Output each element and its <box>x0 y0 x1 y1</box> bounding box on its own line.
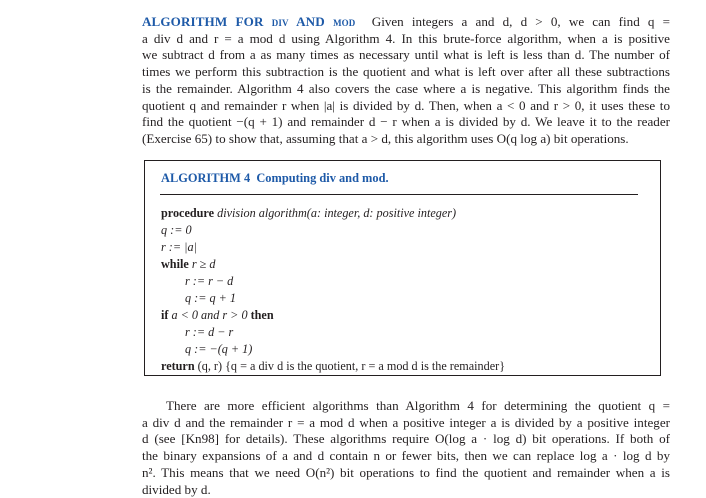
paragraph-2-line-3: d (see [Kn98] for details). These algorithms require O(log a · log d) bit operations. If both of <box>142 431 670 447</box>
paragraph-1-text <box>142 14 670 148</box>
algo-line-while <box>161 257 215 271</box>
algorithm-title-text: Computing div and mod. <box>256 171 389 185</box>
paragraph-2-text <box>142 398 670 498</box>
paragraph-1 <box>142 14 670 148</box>
paragraph-2-line-2: a div d and the remainder r = a mod d when a positive integer a is divided by a positive integer <box>142 414 670 430</box>
paragraph-1-line-8: (Exercise 65) to show that, assuming that a > d, this algorithm uses O(q log a) bit operations. <box>142 130 629 146</box>
paragraph-1-line-3: we subtract d from a as many times as necessary until what is left is less than d. The number of <box>142 47 670 63</box>
paragraph-1-line-1-text: Given integers a and d, d > 0, we can find q = <box>371 14 671 29</box>
algo-line-procedure <box>161 206 456 220</box>
if-condition: a < 0 and r > 0 <box>168 308 251 322</box>
keyword-then: then <box>250 308 274 322</box>
algo-line-r-subtract: r := r − d <box>185 274 234 288</box>
keyword-if: if <box>161 308 169 322</box>
while-condition: r ≥ d <box>188 257 216 271</box>
keyword-procedure: procedure <box>161 206 215 220</box>
algo-line-r-init: r := |a| <box>161 240 197 254</box>
paragraph-1-line-5: is the remainder. Algorithm 4 also covers the case where a is negative. This algorithm finds the <box>142 80 670 96</box>
algorithm-title <box>161 171 389 186</box>
algo-line-q-adjust: q := −(q + 1) <box>185 342 253 356</box>
algo-line-return <box>161 359 505 373</box>
paragraph-2-line-6: divided by d. <box>142 481 211 497</box>
keyword-while: while <box>161 257 189 271</box>
section-heading: ALGORITHM FOR div AND mod <box>142 14 356 29</box>
algorithm-label: ALGORITHM 4 <box>161 171 251 185</box>
paragraph-1-line-2: a div d and r = a mod d using Algorithm 4. In this brute-force algorithm, when a is positive <box>142 30 670 46</box>
paragraph-2 <box>142 398 670 498</box>
algo-line-if <box>161 308 274 322</box>
keyword-return: return <box>161 359 195 373</box>
return-statement: (q, r) {q = a div d is the quotient, r = a mod d is the remainder} <box>194 359 506 373</box>
paragraph-2-line-5: n². This means that we need O(n²) bit operations to find the quotient and remainder when a is <box>142 464 670 480</box>
procedure-signature: division algorithm(a: integer, d: positive integer) <box>214 206 457 220</box>
algorithm-title-rule <box>160 194 638 195</box>
algo-line-q-increment: q := q + 1 <box>185 291 236 305</box>
algo-line-r-adjust: r := d − r <box>185 325 234 339</box>
paragraph-1-line-1 <box>142 14 670 31</box>
algo-line-q-init: q := 0 <box>161 223 192 237</box>
paragraph-1-line-7: find the quotient −(q + 1) and remainder d − r when a is divided by d. We leave it to the reader <box>142 114 670 130</box>
paragraph-1-line-6: quotient q and remainder r when |a| is divided by d. Then, when a < 0 and r > 0, it uses these to <box>142 97 670 113</box>
paragraph-1-line-4: times we perform this subtraction is the quotient and what is left over after all these subtractions <box>142 64 670 80</box>
paragraph-2-line-1: There are more efficient algorithms than Algorithm 4 for determining the quotient q = <box>166 398 670 413</box>
paragraph-2-line-4: the binary expansions of a and d contain n or fewer bits, then we can replace log a · log d by <box>142 448 670 464</box>
algorithm-box <box>144 160 661 376</box>
